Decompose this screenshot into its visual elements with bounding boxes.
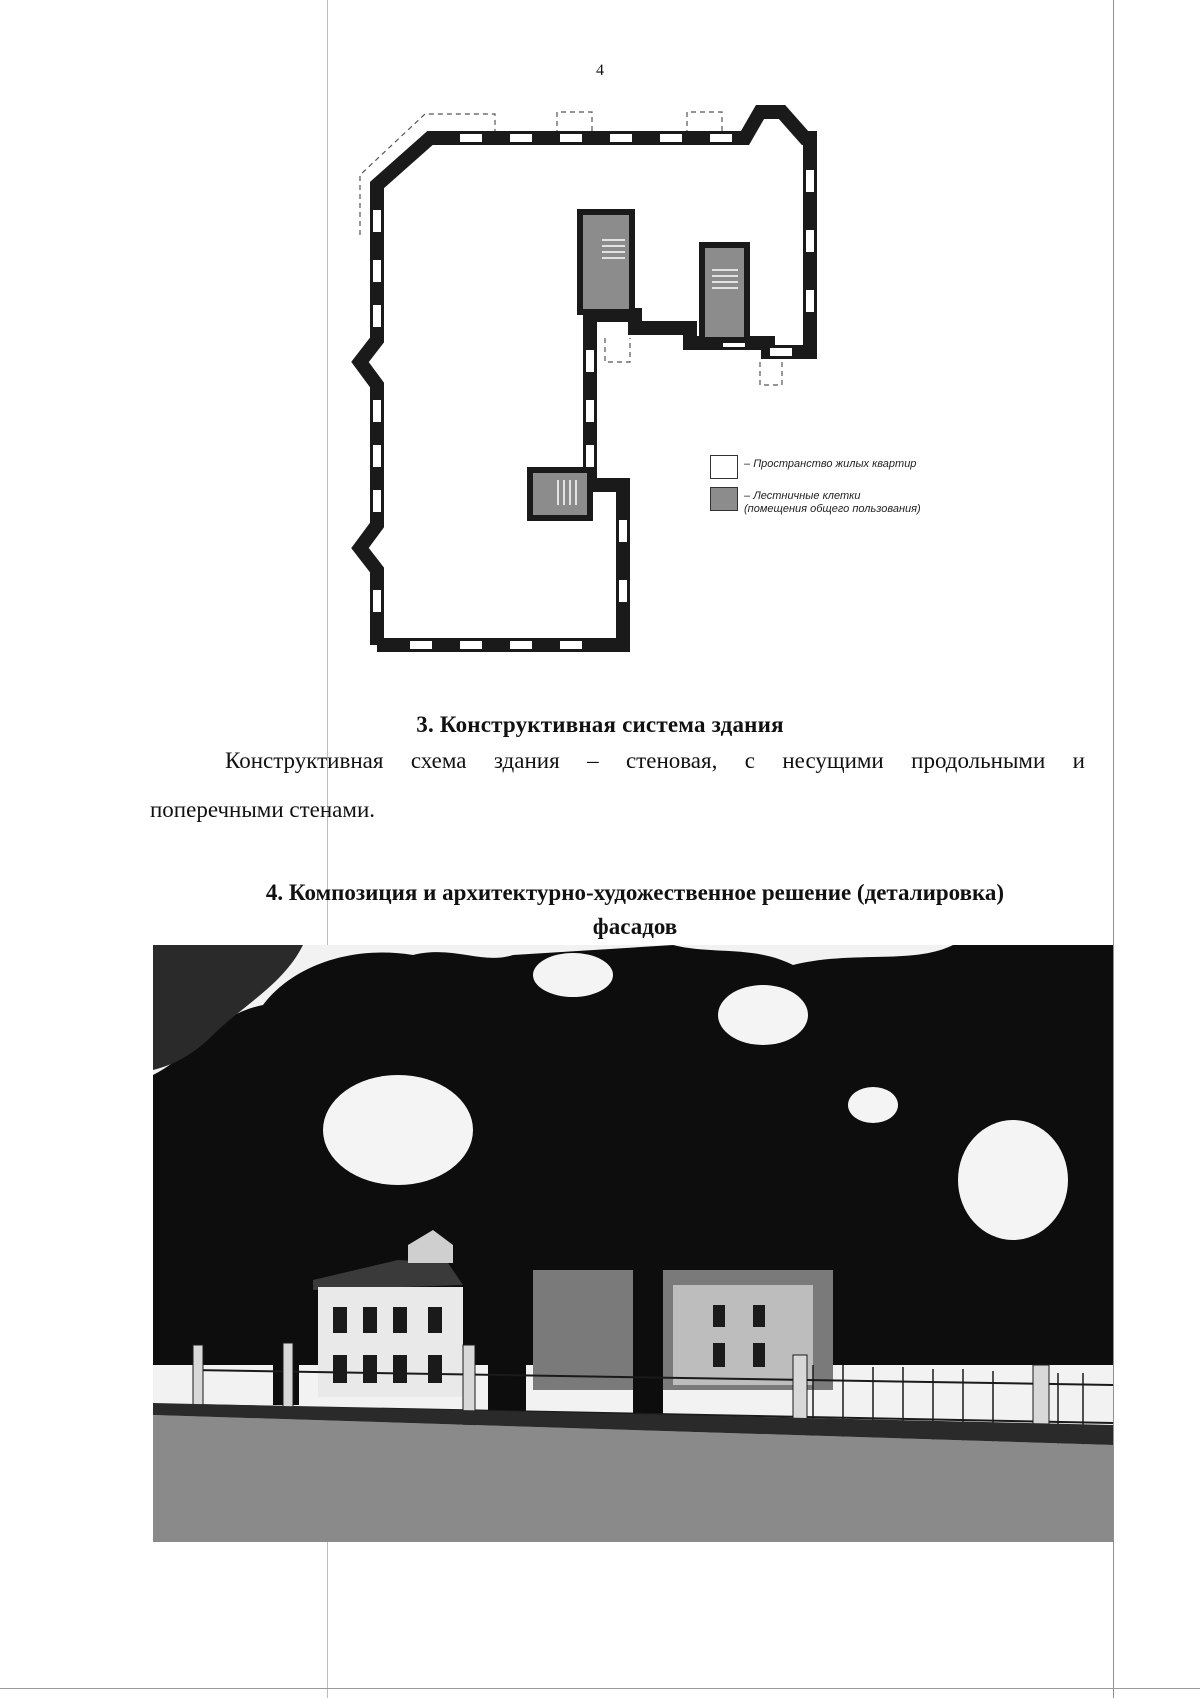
legend-swatch-grey: [710, 487, 738, 511]
section-heading-line: 4. Композиция и архитектурно-художественное решение (деталировка): [265, 880, 1005, 905]
section-heading: [170, 876, 1100, 944]
section-heading-line: фасадов: [592, 914, 678, 939]
legend-label-sub: (помещения общего пользования): [744, 503, 921, 515]
legend-label: – Пространство жилых квартир: [744, 458, 917, 470]
legend-item-stairwells: [710, 487, 921, 516]
building-walls: [360, 112, 810, 645]
floor-plan: [340, 100, 960, 690]
scan-line: [0, 1688, 1200, 1689]
section-heading: 3. Конструктивная система здания: [416, 712, 784, 737]
legend-swatch-empty: [710, 455, 738, 479]
legend-item-living-space: [710, 455, 921, 479]
floor-plan-legend: [710, 455, 921, 524]
scan-line: [1113, 0, 1114, 1698]
floor-plan-drawing: [340, 100, 960, 690]
page-number: 4: [596, 62, 604, 79]
paragraph-line: Конструктивная схема здания – стеновая, с несущими продольными и: [225, 748, 1085, 773]
legend-label: – Лестничные клетки: [744, 490, 861, 502]
building-facade-photo: [153, 945, 1113, 1542]
building-photo: [153, 945, 1113, 1542]
paragraph-line: поперечными стенами.: [150, 797, 376, 822]
